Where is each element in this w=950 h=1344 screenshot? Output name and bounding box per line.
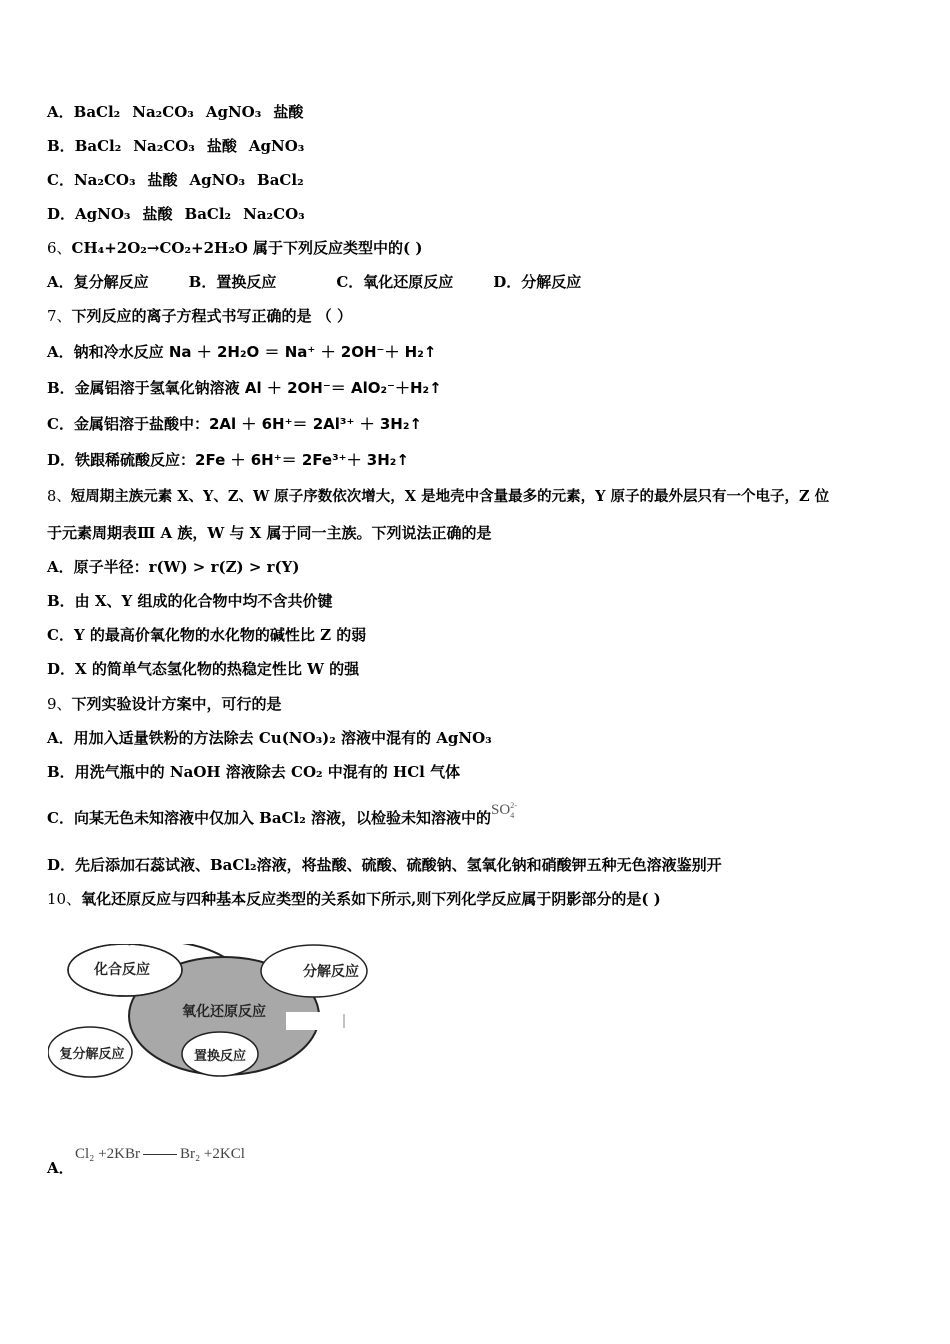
- option: A．复分解反应: [47, 273, 149, 291]
- option-label: D．铁跟稀硫酸反应：: [47, 451, 196, 469]
- option: C．向某无色未知溶液中仅加入 BaCl₂ 溶液，以检验未知溶液中的: [47, 809, 491, 827]
- reaction-type-venn-diagram: [48, 944, 368, 1084]
- ion-subscript: 4: [510, 811, 515, 820]
- option: B．置换反应: [188, 273, 277, 291]
- q5-option-c: [47, 170, 304, 190]
- q10-option-a-equation: [75, 1146, 245, 1163]
- option-item: Na₂CO₃: [73, 171, 136, 189]
- option-item: AgNO₃: [248, 137, 305, 155]
- equation-products: Br₂ +2KCl: [179, 1146, 245, 1162]
- option-item: 盐酸: [142, 205, 173, 223]
- q7-option-a: [47, 342, 436, 362]
- ionic-equation: Al ＋ 2OH⁻＝ AlO₂⁻＋H₂↑: [244, 379, 442, 397]
- option: A．用加入适量铁粉的方法除去 Cu(NO₃)₂ 溶液中混有的 AgNO₃: [47, 729, 492, 747]
- question-number: 10、: [47, 890, 82, 908]
- q8-option-b: [47, 591, 332, 611]
- option: C．氧化还原反应: [336, 273, 454, 291]
- option: B．用洗气瓶中的 NaOH 溶液除去 CO₂ 中混有的 HCl 气体: [47, 763, 461, 781]
- combination-label: 化合反应: [94, 962, 150, 978]
- q10-option-a-label: [47, 1158, 74, 1178]
- q7-option-b: [47, 378, 442, 398]
- displacement-label: 置换反应: [193, 1049, 247, 1064]
- q7-stem: [47, 306, 352, 326]
- option-item: AgNO₃: [189, 171, 246, 189]
- q7-option-d: [47, 450, 409, 470]
- option-label: A．: [47, 1159, 74, 1177]
- question-stem: 下列实验设计方案中，可行的是: [71, 695, 282, 713]
- question-number: 6、: [47, 239, 72, 257]
- option-label: C．: [47, 171, 74, 189]
- q10-stem: [47, 889, 661, 909]
- q9-option-c: [47, 801, 517, 829]
- diagram-mask: [286, 1012, 344, 1030]
- redox-label: 氧化还原反应: [182, 1004, 266, 1020]
- q7-option-c: [47, 414, 422, 434]
- q5-option-d: [47, 204, 305, 224]
- ion-charge: 2-: [510, 801, 517, 810]
- decomposition-label: 分解反应: [303, 964, 359, 980]
- question-number: 9、: [47, 695, 72, 713]
- option: C．Y 的最高价氧化物的水化物的碱性比 Z 的弱: [47, 626, 367, 644]
- q9-option-b: [47, 762, 460, 782]
- q5-option-b: [47, 136, 304, 156]
- question-stem: 于元素周期表Ⅲ A 族，W 与 X 属于同一主族。下列说法正确的是: [47, 524, 492, 542]
- ionic-equation: 2Al ＋ 6H⁺＝ 2Al³⁺ ＋ 3H₂↑: [208, 415, 422, 433]
- q8-option-d: [47, 659, 359, 679]
- option: D．X 的简单气态氢化物的热稳定性比 W 的强: [47, 660, 360, 678]
- question-stem: 下列反应的离子方程式书写正确的是 （ ）: [71, 307, 352, 325]
- option-label: D．: [47, 205, 76, 223]
- option-item: Na₂CO₃: [132, 103, 194, 121]
- ionic-equation: Na ＋ 2H₂O ＝ Na⁺ ＋ 2OH⁻＋ H₂↑: [168, 343, 437, 361]
- option-item: BaCl₂: [73, 103, 121, 121]
- option-item: AgNO₃: [75, 205, 131, 223]
- question-stem: 短周期主族元素 X、Y、Z、W 原子序数依次增大，X 是地壳中含量最多的元素，Y 原子的最外层只有一个电子，Z 位: [70, 488, 830, 505]
- reaction-arrow: [143, 1154, 177, 1155]
- q9-stem: [47, 694, 282, 714]
- option-item: 盐酸: [206, 137, 237, 155]
- q6-stem: [47, 238, 422, 258]
- question-stem: 氧化还原反应与四种基本反应类型的关系如下所示,则下列化学反应属于阴影部分的是( ): [81, 890, 661, 908]
- option-item: AgNO₃: [205, 103, 262, 121]
- option: A．原子半径：r(W) > r(Z) > r(Y): [47, 558, 300, 576]
- question-number: 8、: [47, 489, 71, 505]
- ion-base: SO: [491, 802, 511, 818]
- q9-option-d: [47, 855, 722, 875]
- option-label: B．: [47, 137, 75, 155]
- option-label: B．金属铝溶于氢氧化钠溶液: [47, 379, 245, 397]
- option-label: A．钠和冷水反应: [47, 343, 169, 361]
- option-label: A．: [47, 103, 74, 121]
- option: D．分解反应: [493, 273, 582, 291]
- option-item: BaCl₂: [74, 137, 122, 155]
- option-item: BaCl₂: [257, 171, 304, 189]
- sulfate-ion-formula: [491, 802, 517, 818]
- ionic-equation: 2Fe ＋ 6H⁺＝ 2Fe³⁺＋ 3H₂↑: [195, 451, 409, 469]
- option-item: BaCl₂: [184, 205, 232, 223]
- question-number: 7、: [47, 307, 72, 325]
- option: D．先后添加石蕊试液、BaCl₂溶液，将盐酸、硫酸、硫酸钠、氢氧化钠和硝酸钾五种无色溶液鉴别开: [47, 856, 722, 874]
- option-item: 盐酸: [147, 171, 178, 189]
- q8-stem-line1: [47, 487, 829, 507]
- question-stem: CH₄+2O₂→CO₂+2H₂O 属于下列反应类型中的( ): [71, 239, 423, 257]
- q8-stem-line2: [47, 523, 492, 543]
- equation-reactants: Cl₂ +2KBr: [75, 1146, 140, 1162]
- option-item: 盐酸: [273, 103, 304, 121]
- q8-option-a: [47, 557, 299, 577]
- option-item: Na₂CO₃: [133, 137, 195, 155]
- q6-options: [47, 272, 581, 292]
- q5-option-a: [47, 102, 303, 122]
- option-label: C．金属铝溶于盐酸中：: [47, 415, 209, 433]
- double-decomposition-label: 复分解反应: [59, 1047, 125, 1062]
- q8-option-c: [47, 625, 366, 645]
- option-item: Na₂CO₃: [243, 205, 305, 223]
- q9-option-a: [47, 728, 492, 748]
- option: B．由 X、Y 组成的化合物中均不含共价键: [47, 592, 333, 610]
